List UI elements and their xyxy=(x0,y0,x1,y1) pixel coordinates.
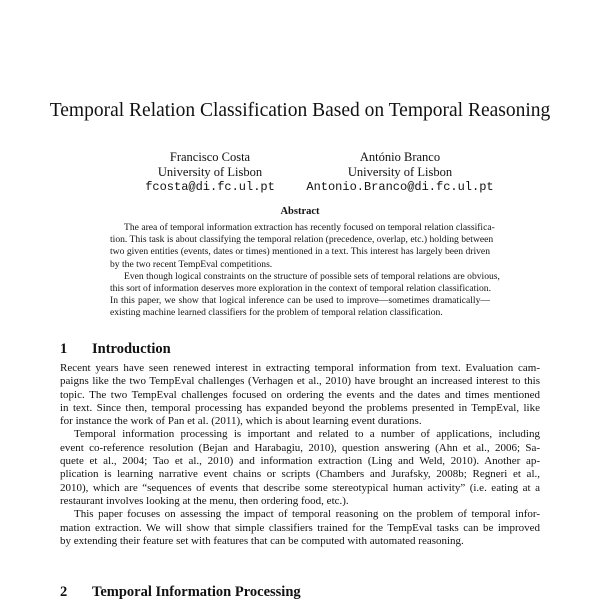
author-affiliation: University of Lisbon xyxy=(157,165,263,179)
author-email: fcosta@di.fc.ul.pt xyxy=(145,180,275,194)
abstract-line: In this paper, we show that logical inference can be used to improve—sometimes dramatically— xyxy=(110,295,490,307)
body-line: 2010), which are “sequences of events that describe some stereotypical human activity” (i.e. eating at a xyxy=(60,481,540,494)
author-name: Francisco Costa xyxy=(169,150,251,164)
body-line: event co-reference resolution (Bejan and Harabagiu, 2010), question answering (Ahn et al., 2006; Sa- xyxy=(60,441,540,454)
author-name: António Branco xyxy=(359,150,441,164)
section-heading-temporal-information-processing xyxy=(60,584,301,601)
abstract-line: Even though logical constraints on the structure of possible sets of temporal relations are obvious, xyxy=(124,270,500,282)
section-title: Introduction xyxy=(92,341,171,357)
introduction-body xyxy=(60,362,540,548)
body-line: quete et al., 2004; Tao et al., 2010) and information extraction (Ling and Weld, 2010). Another ap- xyxy=(60,455,540,468)
abstract-line: tion. This task is about classifying the temporal relation (precedence, overlap, etc.) holding between xyxy=(110,234,494,246)
paper-title: Temporal Relation Classification Based on Temporal Reasoning xyxy=(49,100,551,121)
author-affiliation: University of Lisbon xyxy=(347,165,453,179)
body-line: by extending their feature set with features that can be computed with automated reasoning. xyxy=(60,534,464,547)
section-number: 1 xyxy=(60,341,68,357)
abstract-line: The area of temporal information extraction has recently focused on temporal relation classifica- xyxy=(124,222,495,233)
body-line: paigns like the two TempEval challenges (Verhagen et al., 2010) have brought an increased interest to this xyxy=(60,375,540,388)
abstract-heading: Abstract xyxy=(280,206,320,217)
body-line: in text. Since then, temporal processing has expanded beyond the problems presented in TempEval, like xyxy=(60,401,540,414)
section-number: 2 xyxy=(60,584,68,600)
body-line: Temporal information processing is important and related to a number of applications, including xyxy=(74,428,540,441)
section-title: Temporal Information Processing xyxy=(92,584,301,600)
abstract-line: two given entities (events, dates or times) mentioned in a text. This interest has largely been driven xyxy=(110,246,490,258)
abstract-line: existing machine learned classifiers for the problem of temporal relation classification. xyxy=(110,307,443,319)
body-line: for instance the work of Pan et al. (2011), which is about learning event durations. xyxy=(60,415,422,428)
abstract-line: this sort of information deserves more exploration in the context of temporal relation classification. xyxy=(110,283,491,295)
body-line: topic. The two TempEval challenges focused on ordering the events and the dates and times mentioned xyxy=(60,388,540,401)
body-line: Recent years have seen renewed interest in extracting temporal information from text. Evaluation cam- xyxy=(60,362,540,374)
body-line: plication is learning narrative event chains or scripts (Chambers and Jurafsky, 2008b; Regneri et al., xyxy=(60,468,540,481)
body-line: restaurant involves looking at the menu, then ordering food, etc.). xyxy=(60,494,349,507)
section-heading-introduction xyxy=(60,341,171,358)
abstract-body xyxy=(110,222,500,320)
body-line: mation extraction. We will show that simple classifiers trained for the TempEval tasks can be improved xyxy=(60,521,540,534)
abstract-line: by the two recent TempEval competitions. xyxy=(110,258,273,270)
author-block xyxy=(280,150,520,195)
author-email: Antonio.Branco@di.fc.ul.pt xyxy=(306,180,494,194)
body-line: This paper focuses on assessing the impact of temporal reasoning on the problem of temporal infor- xyxy=(74,508,540,521)
